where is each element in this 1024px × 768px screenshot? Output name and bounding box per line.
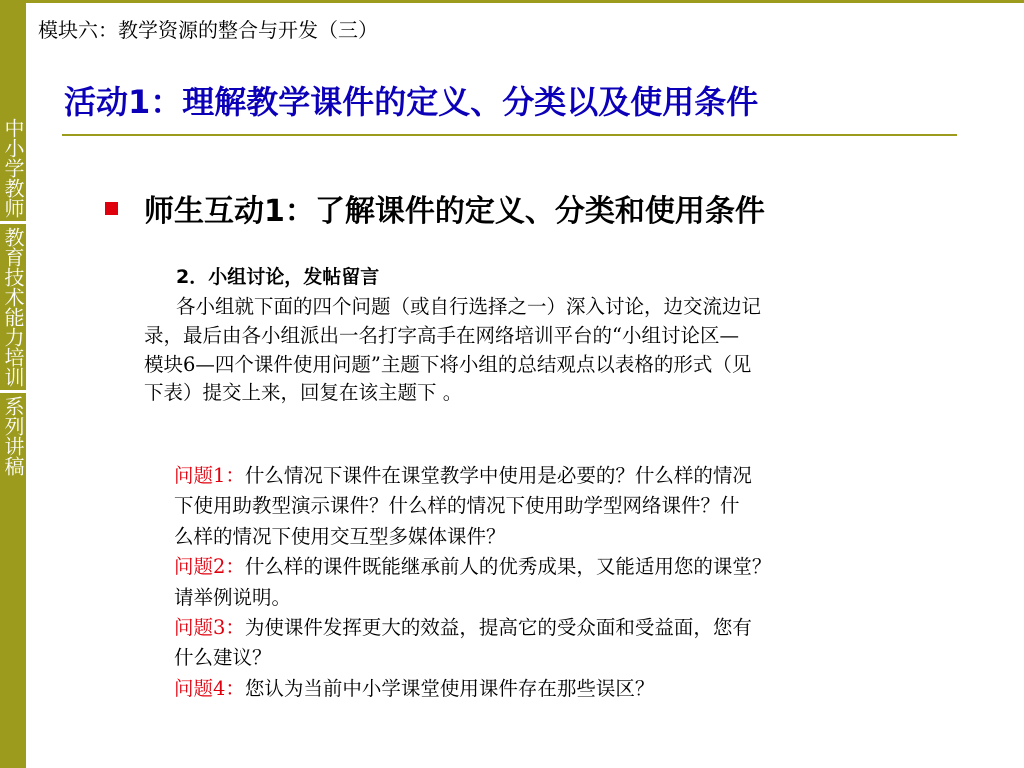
question-2-label: 问题2： xyxy=(174,555,245,579)
question-2-line: 请举例说明。 xyxy=(174,585,292,609)
question-1-line: 么样的情况下使用交互型多媒体课件？ xyxy=(174,524,506,548)
sidebar-segment-2: 教育技术能力培训 xyxy=(1,227,25,387)
bullet-item xyxy=(105,186,765,230)
question-list xyxy=(174,461,964,704)
sidebar-vertical-caption xyxy=(0,118,26,476)
title-underline xyxy=(62,134,957,136)
sidebar-divider-1 xyxy=(0,221,26,224)
sidebar-segment-3: 系列讲稿 xyxy=(1,396,25,476)
sidebar-segment-1: 中小学教师 xyxy=(1,118,25,218)
question-1-label: 问题1： xyxy=(174,464,245,487)
paragraph-line: 各小组就下面的四个问题（或自行选择之一）深入讨论，边交流边记 xyxy=(176,295,762,318)
question-2-line xyxy=(174,552,964,582)
question-3-label: 问题3： xyxy=(174,616,245,640)
question-1-line xyxy=(174,461,964,491)
instruction-paragraph xyxy=(144,293,959,408)
paragraph-line: 录，最后由各小组派出一名打字高手在网络培训平台的“小组讨论区— xyxy=(144,323,739,347)
sidebar xyxy=(0,0,26,768)
activity-title: 活动1：理解教学课件的定义、分类以及使用条件 xyxy=(64,83,759,121)
bullet-heading: 师生互动1：了解课件的定义、分类和使用条件 xyxy=(144,194,765,229)
question-4-text: 您认为当前中小学课堂使用课件存在那些误区？ xyxy=(244,676,655,700)
paragraph-line: 下表）提交上来，回复在该主题下 。 xyxy=(144,381,463,405)
sidebar-divider-2 xyxy=(0,390,26,393)
top-accent-stripe xyxy=(26,0,1024,3)
section-sub-heading: 2．小组讨论，发帖留言 xyxy=(176,266,380,288)
question-2-text: 什么样的课件既能继承前人的优秀成果，又能适用您的课堂？ xyxy=(244,555,772,579)
question-3-text: 为使课件发挥更大的效益，提高它的受众面和受益面，您有 xyxy=(244,616,752,640)
module-title: 模块六：教学资源的整合与开发（三） xyxy=(38,18,378,42)
question-1-line: 下使用助教型演示课件？什么样的情况下使用助学型网络课件？什 xyxy=(174,494,740,518)
square-bullet-icon xyxy=(105,202,118,215)
paragraph-line: 模块6—四个课件使用问题”主题下将小组的总结观点以表格的形式（见 xyxy=(144,352,752,376)
question-4-line xyxy=(174,674,964,704)
question-1-text: 什么情况下课件在课堂教学中使用是必要的？什么样的情况 xyxy=(244,464,752,487)
question-3-line xyxy=(174,613,964,643)
question-3-line: 什么建议？ xyxy=(174,646,272,670)
question-4-label: 问题4： xyxy=(174,676,245,700)
